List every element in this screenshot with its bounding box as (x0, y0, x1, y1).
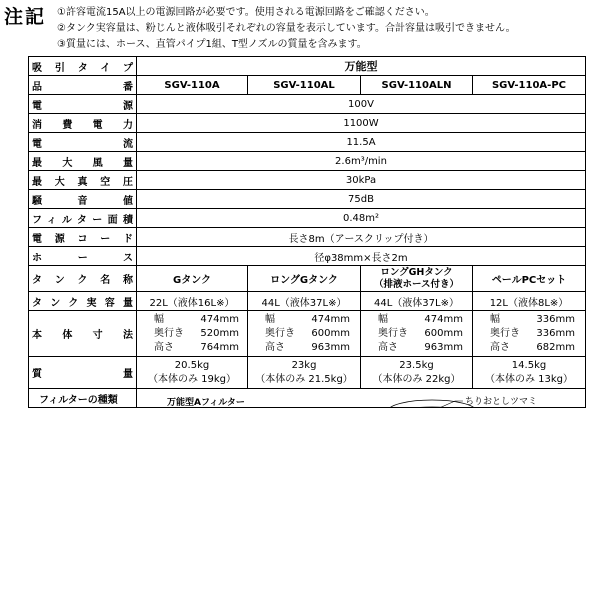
tank-name-1: Gタンク (137, 266, 248, 292)
row-models (29, 76, 586, 95)
tank-name-3-main: ロングGHタンク (380, 266, 453, 278)
label-filter-type: フィルターの種類 (29, 389, 137, 408)
note-line-2: ②タンク実容量は、粉じんと液体吸引それぞれの容量を表示しています。合計容量は吸引できません。 (57, 23, 516, 34)
notes-label: 注記 (4, 6, 47, 28)
label-power-consumption: 消費電力 (29, 114, 137, 133)
tank-name-3 (361, 266, 473, 292)
value-power-consumption: 1100W (137, 114, 586, 133)
model-2: SGV-110AL (248, 76, 361, 95)
notes-section (0, 0, 600, 50)
label-power-source: 電源 (29, 95, 137, 114)
mass-total: 23kg (291, 359, 317, 371)
dim-width: 474mm (311, 313, 350, 325)
dim-label-width: 幅 (378, 313, 388, 325)
tank-capacity-1: 22L（液体16L※） (137, 292, 248, 311)
mass-body: （本体のみ 22kg） (372, 373, 461, 385)
spec-table (28, 56, 586, 555)
note-line-1: ①許容電流15A以上の電源回路が必要です。使用される電源回路をご確認ください。 (57, 7, 435, 18)
label-model: 品番 (29, 76, 137, 95)
dimensions-3 (361, 311, 473, 357)
dim-label-height: 高さ (490, 341, 510, 353)
dim-depth: 600mm (424, 327, 463, 339)
value-current: 11.5A (137, 133, 586, 152)
dim-height: 963mm (311, 341, 350, 353)
label-dimensions: 本体寸法 (29, 311, 137, 357)
label-current: 電流 (29, 133, 137, 152)
model-1: SGV-110A (137, 76, 248, 95)
dim-width: 336mm (536, 313, 575, 325)
dim-height: 682mm (536, 341, 575, 353)
tank-capacity-2: 44L（液体37L※） (248, 292, 361, 311)
fig-title: 万能型Aフィルター (167, 398, 245, 408)
label-tank-name: タンク名称 (29, 266, 137, 292)
tank-capacity-4: 12L（液体8L※） (473, 292, 586, 311)
tank-name-3-sub: （排液ホース付き） (373, 278, 460, 290)
label-noise: 騒音値 (29, 190, 137, 209)
mass-1 (137, 357, 248, 389)
label-max-vacuum: 最大真空圧 (29, 171, 137, 190)
dim-height: 764mm (200, 341, 239, 353)
dim-label-height: 高さ (378, 341, 398, 353)
row-suction-type (29, 57, 586, 76)
tank-name-4: ペールPCセット (473, 266, 586, 292)
label-power-cord: 電源コード (29, 228, 137, 247)
dim-label-width: 幅 (265, 313, 275, 325)
dim-depth: 336mm (536, 327, 575, 339)
label-tank-capacity: タンク実容量 (29, 292, 137, 311)
dim-label-depth: 奥行き (490, 327, 520, 339)
filter-figure-cell (137, 389, 586, 555)
dim-label-height: 高さ (154, 341, 174, 353)
mass-body: （本体のみ 21.5kg） (255, 373, 353, 385)
mass-body: （本体のみ 13kg） (484, 373, 574, 385)
value-noise: 75dB (137, 190, 586, 209)
dim-label-depth: 奥行き (378, 327, 408, 339)
mass-3 (361, 357, 473, 389)
dim-depth: 520mm (200, 327, 239, 339)
mass-4 (473, 357, 586, 389)
value-power-cord: 長さ8m（アースクリップ付き） (137, 228, 586, 247)
mass-total: 20.5kg (174, 359, 210, 371)
value-suction-type: 万能型 (137, 57, 586, 76)
dimensions-4 (473, 311, 586, 357)
label-filter-area: フィルター面積 (29, 209, 137, 228)
value-max-vacuum: 30kPa (137, 171, 586, 190)
dim-width: 474mm (200, 313, 239, 325)
model-4: SGV-110A-PC (473, 76, 586, 95)
dim-label-depth: 奥行き (154, 327, 184, 339)
value-max-airflow: 2.6m³/min (137, 152, 586, 171)
label-suction-type: 吸引タイプ (29, 57, 137, 76)
tank-name-2: ロングGタンク (248, 266, 361, 292)
dimensions-1 (137, 311, 248, 357)
mass-2 (248, 357, 361, 389)
part-label-1: ちりおとしツマミ (465, 397, 538, 407)
dim-height: 963mm (424, 341, 463, 353)
tank-capacity-3: 44L（液体37L※） (361, 292, 473, 311)
mass-total: 14.5kg (511, 359, 547, 371)
mass-total: 23.5kg (399, 359, 434, 371)
label-mass: 質量 (29, 357, 137, 389)
dimensions-2 (248, 311, 361, 357)
dim-label-width: 幅 (154, 313, 164, 325)
dim-depth: 600mm (311, 327, 350, 339)
note-line-3: ③質量には、ホース、直管パイプ1組、T型ノズルの質量を含みます。 (57, 39, 367, 50)
dim-width: 474mm (424, 313, 463, 325)
label-max-airflow: 最大風量 (29, 152, 137, 171)
label-hose: ホース (29, 247, 137, 266)
dim-label-depth: 奥行き (265, 327, 295, 339)
value-power-source: 100V (137, 95, 586, 114)
model-3: SGV-110ALN (361, 76, 473, 95)
value-hose: 径φ38mm×長さ2m (137, 247, 586, 266)
dim-label-width: 幅 (490, 313, 500, 325)
value-filter-area: 0.48m² (137, 209, 586, 228)
filter-exploded-diagram: 万能型Aフィルター 分解図 ちりおとしツマミ 主フィルター フロート スクロール筒 補助フィルター 補助フィルター受け (137, 389, 577, 408)
dim-label-height: 高さ (265, 341, 285, 353)
mass-body: （本体のみ 19kg） (147, 373, 237, 385)
